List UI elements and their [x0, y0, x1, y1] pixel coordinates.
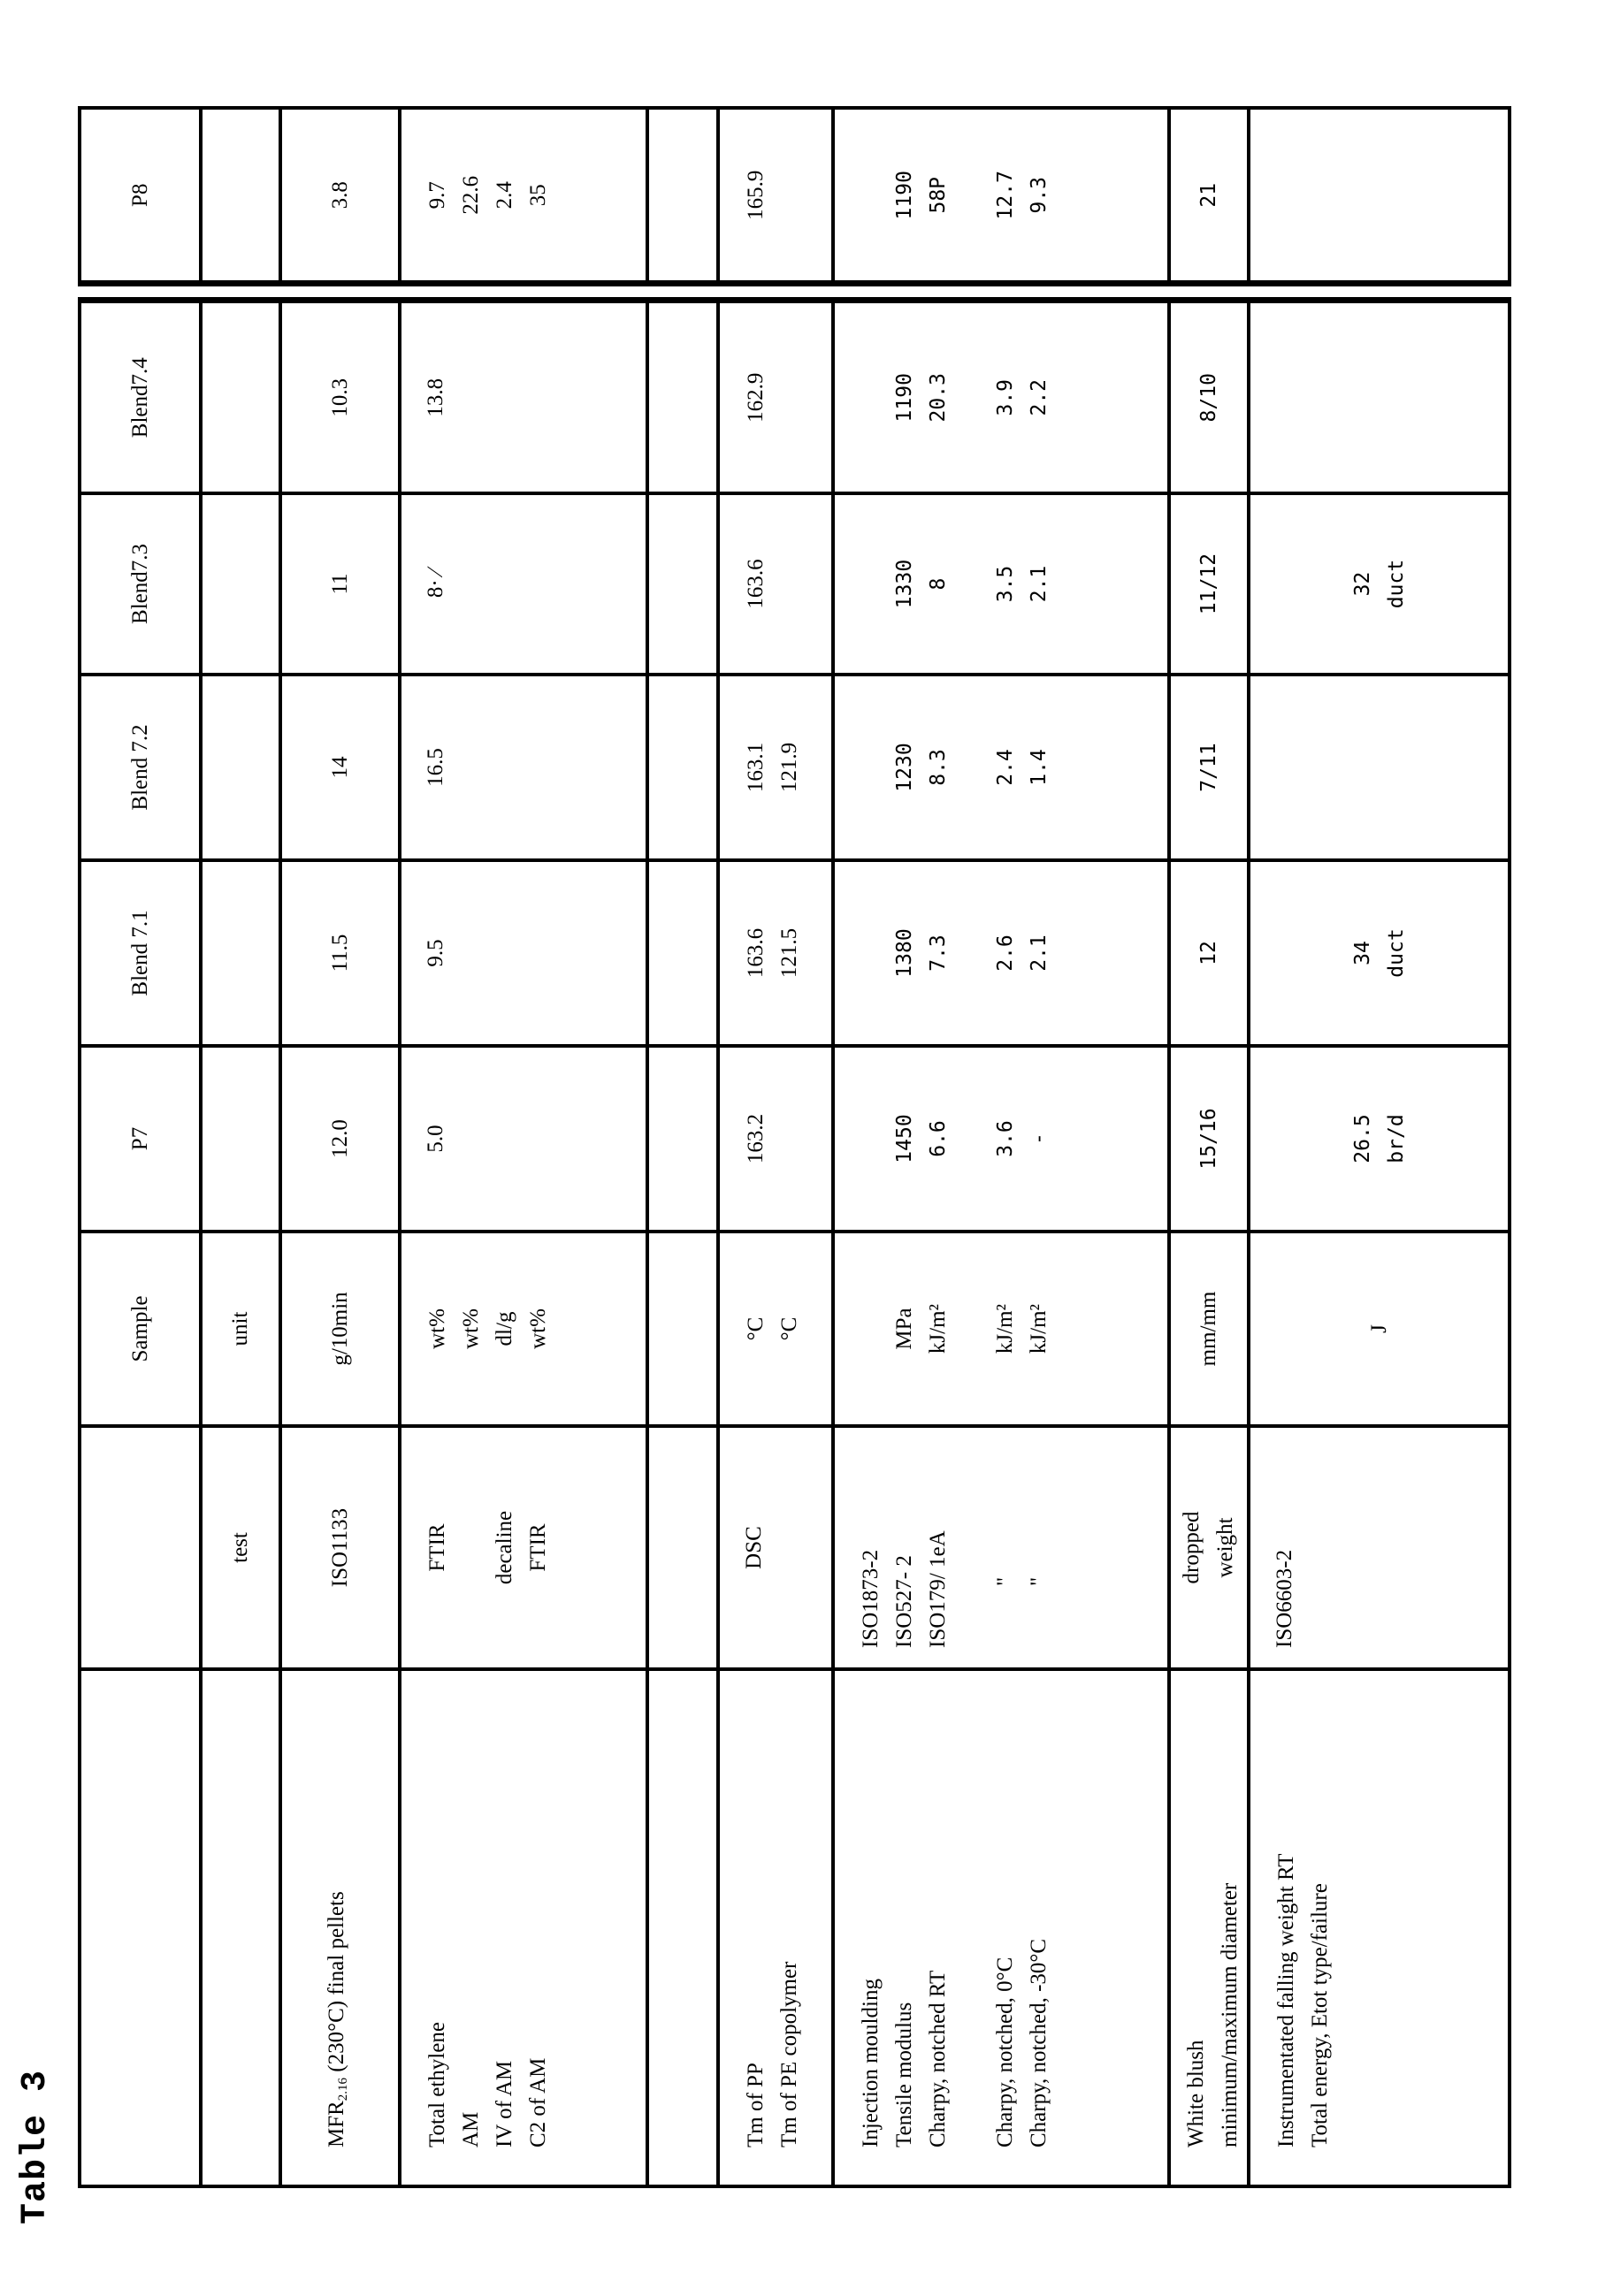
empty-cell — [647, 675, 718, 860]
white-blush-value: 15/16 — [1169, 1046, 1249, 1232]
falling-weight-value-p7: 26.5 br/d — [1249, 1046, 1510, 1232]
unit-column-label: unit — [201, 1232, 280, 1426]
empty-cell — [201, 1046, 280, 1232]
test-unit-row — [201, 301, 280, 2186]
ethylene-value-blend74: 13.8 — [400, 301, 647, 493]
empty-cell — [647, 108, 718, 284]
empty-cell — [647, 493, 718, 675]
header-sample-p8: P8 — [80, 108, 201, 284]
falling-weight-value-blend74 — [1249, 301, 1510, 493]
mechanical-labels: Injection moulding Tensile modulus Charpy, notched RT Charpy, notched, 0°C Charpy, notched, -30°C — [833, 1669, 1169, 2186]
p8-ethylene-row — [400, 108, 647, 284]
table-caption — [12, 2051, 65, 2228]
empty-cell — [201, 108, 280, 284]
empty-cell — [647, 1669, 718, 2186]
falling-weight-value-blend73: 32 duct — [1249, 493, 1510, 675]
mechanical-value-blend72: 1230 8.3 2.4 1.4 — [833, 675, 1169, 860]
spacer-row — [647, 301, 718, 2186]
empty-cell — [647, 860, 718, 1046]
p8-mechanical-row — [833, 108, 1169, 284]
p8-header-row — [80, 108, 201, 284]
header-sample-blend71: Blend 7.1 — [80, 860, 201, 1046]
empty-cell — [201, 493, 280, 675]
tm-labels: Tm of PP Tm of PE copolymer — [718, 1669, 833, 2186]
falling-weight-value-blend71: 34 duct — [1249, 860, 1510, 1046]
white-blush-value: 11/12 — [1169, 493, 1249, 675]
empty-cell — [201, 301, 280, 493]
mechanical-value-blend73: 1330 8 3.5 2.1 — [833, 493, 1169, 675]
header-sample-blend74: Blend7.4 — [80, 301, 201, 493]
empty-cell — [647, 1046, 718, 1232]
ethylene-value-blend72: 16.5 — [400, 675, 647, 860]
header-empty-test — [80, 1426, 201, 1669]
falling-weight-unit: J — [1249, 1232, 1510, 1426]
empty-cell — [201, 860, 280, 1046]
table-row-white-blush — [1169, 301, 1249, 2186]
mfr-value: 11.5 — [280, 860, 400, 1046]
falling-weight-test: ISO6603-2 — [1249, 1426, 1510, 1669]
header-sample: Sample — [80, 1232, 201, 1426]
header-sample-blend72: Blend 7.2 — [80, 675, 201, 860]
tm-value-blend73: 163.6 — [718, 493, 833, 675]
falling-weight-labels: Instrumentated falling weight RT Total energy, Etot type/failure — [1249, 1669, 1510, 2186]
white-blush-value-p8: 21 — [1169, 108, 1249, 284]
ethylene-tests: FTIR decaline FTIR — [400, 1426, 647, 1669]
rotated-table — [78, 106, 1508, 2188]
tm-value-p8: 165.9 — [718, 108, 833, 284]
main-data-table — [78, 298, 1511, 2189]
mfr-label: $MFR_{2.16}$ (230°C) final pellets — [280, 1669, 400, 2186]
p8-mfr-row — [280, 108, 400, 284]
mfr-value: 12.0 — [280, 1046, 400, 1232]
test-column-label: test — [201, 1426, 280, 1669]
mfr-value-p8: 3.8 — [280, 108, 400, 284]
p8-white-blush-row — [1169, 108, 1249, 284]
white-blush-value: 8/10 — [1169, 301, 1249, 493]
tm-test: DSC — [718, 1426, 833, 1669]
mfr-test: ISO1133 — [280, 1426, 400, 1669]
table-caption-text: Table 3 — [16, 2069, 56, 2224]
white-blush-value: 7/11 — [1169, 675, 1249, 860]
mfr-value: 14 — [280, 675, 400, 860]
ethylene-value-p8: 9.7 22.6 2.4 35 — [400, 108, 647, 284]
p8-spacer-row — [647, 108, 718, 284]
header-row — [80, 301, 201, 2186]
ethylene-value-p7: 5.0 — [400, 1046, 647, 1232]
tm-value-blend71: 163.6 121.5 — [718, 860, 833, 1046]
tm-value-blend72: 163.1 121.9 — [718, 675, 833, 860]
tm-units: °C °C — [718, 1232, 833, 1426]
ethylene-value-blend73: 8· ⁄ — [400, 493, 647, 675]
mechanical-tests: ISO1873-2 ISO527- 2 ISO179/ 1eA " " — [833, 1426, 1169, 1669]
ethylene-labels: Total ethylene AM IV of AM C2 of AM — [400, 1669, 647, 2186]
mechanical-value-blend71: 1380 7.3 2.6 2.1 — [833, 860, 1169, 1046]
mfr-unit: g/10min — [280, 1232, 400, 1426]
falling-weight-value-p8 — [1249, 108, 1510, 284]
mechanical-value-p7: 1450 6.6 3.6 - — [833, 1046, 1169, 1232]
table-row-tm — [718, 301, 833, 2186]
mechanical-value-p8: 1190 58P 12.7 9.3 — [833, 108, 1169, 284]
empty-cell — [647, 1232, 718, 1426]
tm-value-p7: 163.2 — [718, 1046, 833, 1232]
mfr-value: 10.3 — [280, 301, 400, 493]
table-row-mfr — [280, 301, 400, 2186]
falling-weight-value-blend72 — [1249, 675, 1510, 860]
table-row-mechanical — [833, 301, 1169, 2186]
ethylene-value-blend71: 9.5 — [400, 860, 647, 1046]
tm-value-blend74: 162.9 — [718, 301, 833, 493]
mechanical-units: MPa kJ/m² kJ/m² kJ/m² — [833, 1232, 1169, 1426]
table-row-falling-weight — [1249, 301, 1510, 2186]
ethylene-units: wt% wt% dl/g wt% — [400, 1232, 647, 1426]
table-grid — [78, 106, 1508, 2188]
p8-falling-weight-row — [1249, 108, 1510, 284]
p8-data-table — [78, 106, 1511, 287]
header-sample-blend73: Blend7.3 — [80, 493, 201, 675]
empty-cell — [647, 1426, 718, 1669]
header-sample-p7: P7 — [80, 1046, 201, 1232]
white-blush-labels: White blush minimum/maximum diameter — [1169, 1669, 1249, 2186]
header-empty-label — [80, 1669, 201, 2186]
empty-cell — [201, 675, 280, 860]
mfr-value: 11 — [280, 493, 400, 675]
white-blush-unit: mm/mm — [1169, 1232, 1249, 1426]
empty-cell — [647, 301, 718, 493]
p8-unit-row — [201, 108, 280, 284]
p8-tm-row — [718, 108, 833, 284]
mechanical-value-blend74: 1190 20.3 3.9 2.2 — [833, 301, 1169, 493]
test-unit-empty — [201, 1669, 280, 2186]
white-blush-value: 12 — [1169, 860, 1249, 1046]
white-blush-test: dropped weight — [1169, 1426, 1249, 1669]
table-row-ethylene — [400, 301, 647, 2186]
